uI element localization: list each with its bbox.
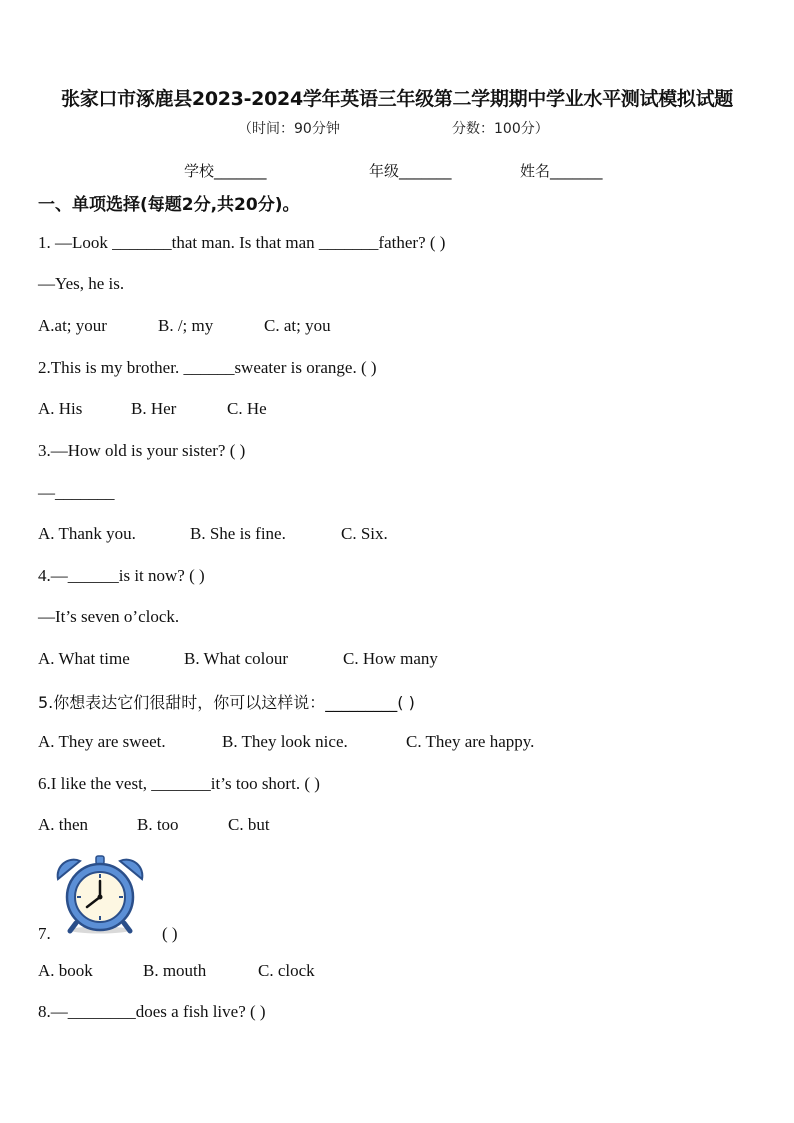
question-3-option-c: C. Six.: [341, 524, 388, 543]
question-1-option-a: A.at; your: [38, 316, 107, 335]
question-2-stem: 2.This is my brother. ______sweater is orange. ( ): [38, 358, 377, 377]
question-7-option-a: A. book: [38, 961, 93, 980]
question-3-stem: 3.—How old is your sister? ( ): [38, 441, 246, 460]
question-1-reply: —Yes, he is.: [38, 274, 125, 293]
question-7-blank: ( ): [162, 924, 178, 943]
question-7-number: 7.: [38, 924, 51, 943]
score-info: 分数：100分）: [452, 121, 549, 137]
question-8-stem: 8.—________does a fish live? ( ): [38, 1002, 266, 1021]
question-3-option-a: A. Thank you.: [38, 524, 136, 543]
name-field: 姓名_______: [520, 162, 603, 180]
exam-title: 张家口市涿鹿县2023-2024学年英语三年级第二学期期中学业水平测试模拟试题: [61, 88, 733, 110]
question-7-option-c: C. clock: [258, 961, 315, 980]
question-2-option-c: C. He: [227, 399, 267, 418]
question-1-option-c: C. at; you: [264, 316, 331, 335]
time-info: （时间：90分钟: [238, 121, 340, 137]
question-6-stem: 6.I like the vest, _______it’s too short. ( ): [38, 774, 320, 793]
question-5-option-a: A. They are sweet.: [38, 732, 166, 751]
question-2-option-a: A. His: [38, 399, 83, 418]
section-heading: 一、单项选择(每题2分,共20分)。: [38, 195, 300, 215]
question-4-option-a: A. What time: [38, 649, 130, 668]
question-2-option-b: B. Her: [131, 399, 177, 418]
question-1-stem: 1. —Look _______that man. Is that man _______father? ( ): [38, 233, 446, 252]
grade-field: 年级_______: [369, 162, 452, 180]
question-6-option-a: A. then: [38, 815, 89, 834]
question-5-option-c: C. They are happy.: [406, 732, 535, 751]
question-6-option-c: C. but: [228, 815, 270, 834]
question-5-option-b: B. They look nice.: [222, 732, 348, 751]
alarm-clock-icon: [50, 853, 150, 935]
question-4-reply: —It’s seven o’clock.: [38, 607, 180, 626]
question-4-option-b: B. What colour: [184, 649, 289, 668]
question-7-option-b: B. mouth: [143, 961, 207, 980]
school-field: 学校_______: [184, 162, 267, 180]
question-1-option-b: B. /; my: [158, 316, 214, 335]
question-6-option-b: B. too: [137, 815, 179, 834]
question-3-option-b: B. She is fine.: [190, 524, 286, 543]
question-4-stem: 4.—______is it now? ( ): [38, 566, 205, 585]
question-3-reply: —_______: [38, 483, 115, 502]
question-5-stem: 5.你想表达它们很甜时，你可以这样说：_________( ): [38, 693, 415, 712]
question-4-option-c: C. How many: [343, 649, 438, 668]
